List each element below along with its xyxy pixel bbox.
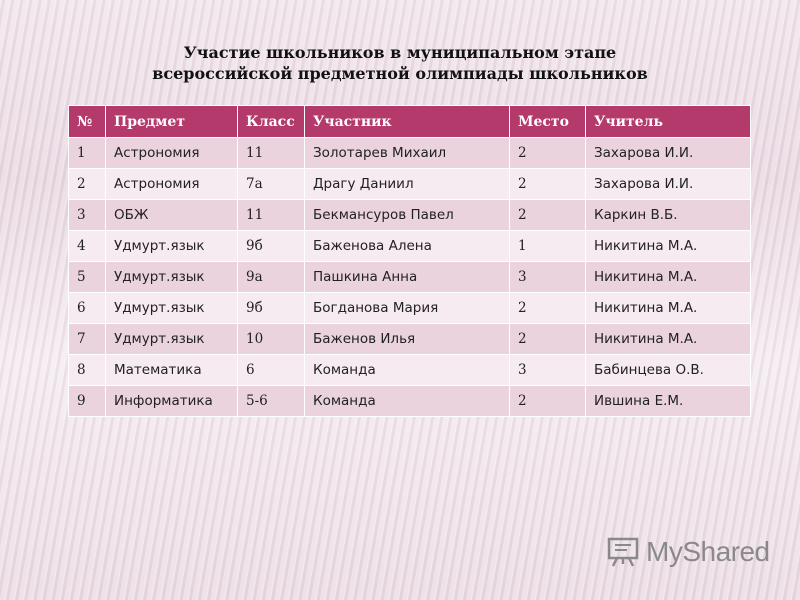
cell-number: 5 xyxy=(69,262,106,293)
table-row xyxy=(69,200,751,231)
cell-subject: Удмурт.язык xyxy=(106,293,238,324)
watermark-text: MyShared xyxy=(646,536,770,567)
cell-participant: Богданова Мария xyxy=(305,293,510,324)
cell-grade: 11 xyxy=(238,138,305,169)
cell-participant: Золотарев Михаил xyxy=(305,138,510,169)
cell-number: 6 xyxy=(69,293,106,324)
header-subject: Предмет xyxy=(106,106,238,138)
cell-grade: 6 xyxy=(238,355,305,386)
table-row xyxy=(69,355,751,386)
cell-number: 9 xyxy=(69,386,106,417)
cell-teacher: Захарова И.И. xyxy=(586,169,751,200)
cell-participant: Баженов Илья xyxy=(305,324,510,355)
header-place: Место xyxy=(510,106,586,138)
cell-teacher: Бабинцева О.В. xyxy=(586,355,751,386)
table-row xyxy=(69,262,751,293)
cell-teacher: Никитина М.А. xyxy=(586,262,751,293)
cell-place: 1 xyxy=(510,231,586,262)
cell-place: 2 xyxy=(510,200,586,231)
header-number: № xyxy=(69,106,106,138)
cell-place: 3 xyxy=(510,262,586,293)
cell-place: 3 xyxy=(510,355,586,386)
watermark xyxy=(607,536,770,568)
cell-subject: Удмурт.язык xyxy=(106,231,238,262)
table-header-row xyxy=(69,106,751,138)
results-table xyxy=(68,105,751,417)
cell-participant: Баженова Алена xyxy=(305,231,510,262)
cell-participant: Бекмансуров Павел xyxy=(305,200,510,231)
cell-teacher: Никитина М.А. xyxy=(586,231,751,262)
cell-grade: 9б xyxy=(238,231,305,262)
cell-teacher: Ившина Е.М. xyxy=(586,386,751,417)
cell-subject: Астрономия xyxy=(106,138,238,169)
slide-title-line-2: всероссийской предметной олимпиады школьников xyxy=(152,64,648,83)
cell-number: 7 xyxy=(69,324,106,355)
cell-number: 1 xyxy=(69,138,106,169)
cell-participant: Пашкина Анна xyxy=(305,262,510,293)
cell-grade: 9а xyxy=(238,262,305,293)
cell-place: 2 xyxy=(510,138,586,169)
cell-grade: 10 xyxy=(238,324,305,355)
cell-number: 8 xyxy=(69,355,106,386)
cell-grade: 11 xyxy=(238,200,305,231)
cell-number: 2 xyxy=(69,169,106,200)
cell-place: 2 xyxy=(510,169,586,200)
cell-subject: Удмурт.язык xyxy=(106,262,238,293)
cell-subject: Удмурт.язык xyxy=(106,324,238,355)
header-teacher: Учитель xyxy=(586,106,751,138)
cell-place: 2 xyxy=(510,386,586,417)
cell-participant: Команда xyxy=(305,386,510,417)
cell-grade: 7а xyxy=(238,169,305,200)
cell-subject: Информатика xyxy=(106,386,238,417)
cell-participant: Драгу Даниил xyxy=(305,169,510,200)
table-row xyxy=(69,231,751,262)
presentation-board-icon xyxy=(607,536,641,568)
cell-grade: 9б xyxy=(238,293,305,324)
cell-teacher: Никитина М.А. xyxy=(586,293,751,324)
header-grade: Класс xyxy=(238,106,305,138)
slide-title xyxy=(0,42,800,84)
cell-number: 4 xyxy=(69,231,106,262)
cell-teacher: Каркин В.Б. xyxy=(586,200,751,231)
table-row xyxy=(69,169,751,200)
cell-place: 2 xyxy=(510,324,586,355)
cell-grade: 5-6 xyxy=(238,386,305,417)
cell-subject: Математика xyxy=(106,355,238,386)
cell-place: 2 xyxy=(510,293,586,324)
table-row xyxy=(69,324,751,355)
table-row xyxy=(69,293,751,324)
table-row xyxy=(69,386,751,417)
cell-participant: Команда xyxy=(305,355,510,386)
slide-title-line-1: Участие школьников в муниципальном этапе xyxy=(183,43,617,62)
cell-teacher: Захарова И.И. xyxy=(586,138,751,169)
header-participant: Участник xyxy=(305,106,510,138)
cell-subject: Астрономия xyxy=(106,169,238,200)
cell-subject: ОБЖ xyxy=(106,200,238,231)
cell-number: 3 xyxy=(69,200,106,231)
table-row xyxy=(69,138,751,169)
cell-teacher: Никитина М.А. xyxy=(586,324,751,355)
